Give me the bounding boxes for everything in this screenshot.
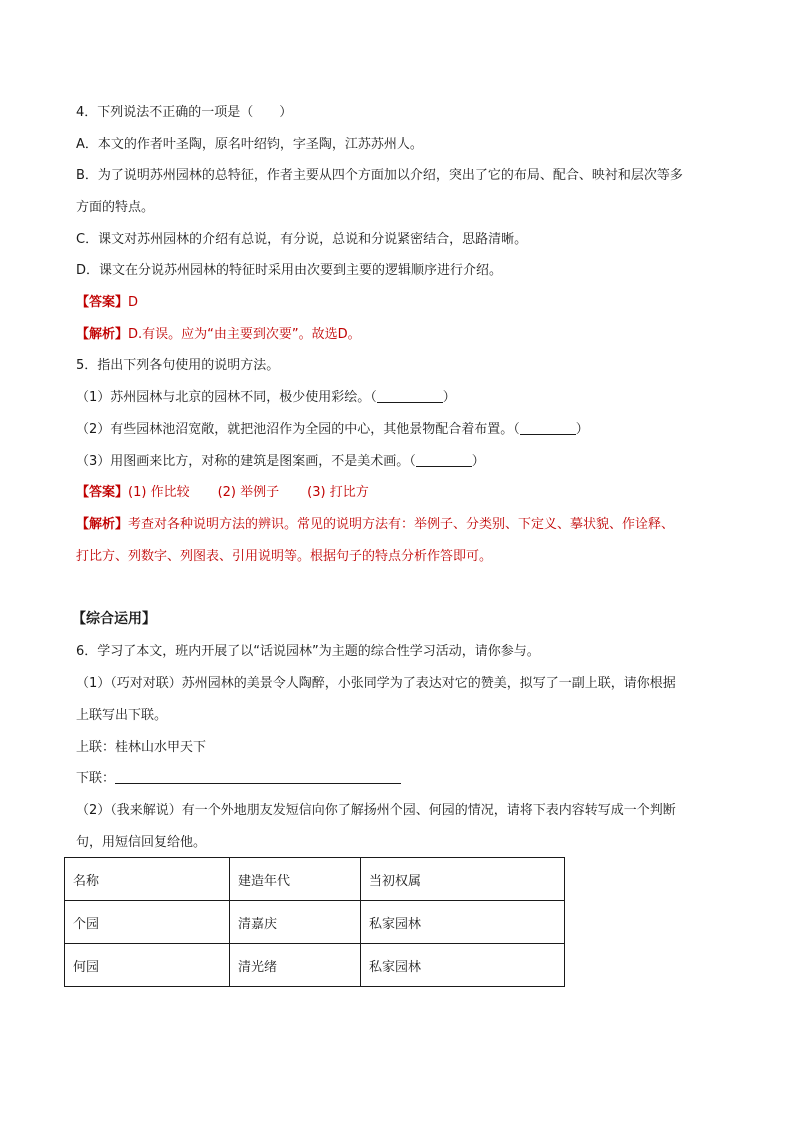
q5-item-close: ） xyxy=(471,454,485,469)
q4-option-d: D．课文在分说苏州园林的特征时采用由次要到主要的逻辑顺序进行介绍。 xyxy=(76,263,503,278)
q5-item-2 xyxy=(76,421,589,439)
lower-couplet-blank[interactable] xyxy=(115,770,401,784)
q4-option-a: A．本文的作者叶圣陶，原名叶绍钧，字圣陶，江苏苏州人。 xyxy=(76,137,423,152)
q4-answer xyxy=(76,294,138,312)
q4-option-b-cont: 方面的特点。 xyxy=(76,200,155,215)
table-cell: 私家园林 xyxy=(361,944,565,987)
analysis-label: 【解析】 xyxy=(76,327,129,342)
table-cell: 何园 xyxy=(65,944,230,987)
garden-info-table xyxy=(64,857,565,987)
table-cell: 清嘉庆 xyxy=(230,901,361,944)
q5-analysis-cont: 打比方、列数字、列图表、引用说明等。根据句子的特点分析作答即可。 xyxy=(76,549,493,564)
q4-option-c: C．课文对苏州园林的介绍有总说，有分说，总说和分说紧密结合，思路清晰。 xyxy=(76,232,528,247)
analysis-text: D.有误。应为“由主要到次要”。故选D。 xyxy=(128,327,361,342)
answer-blank[interactable] xyxy=(520,421,576,435)
q5-item-close: ） xyxy=(575,422,589,437)
table-header-cell: 名称 xyxy=(65,858,230,901)
q5-item-3 xyxy=(76,453,485,471)
q5-item-1 xyxy=(76,389,456,407)
q5-item-text: （3）用图画来比方，对称的建筑是图案画，不是美术画。（ xyxy=(76,454,416,469)
table-cell: 个园 xyxy=(65,901,230,944)
lower-couplet xyxy=(76,770,401,788)
answer-label: 【答案】 xyxy=(76,485,129,500)
table-row xyxy=(65,901,565,944)
q4-option-b: B．为了说明苏州园林的总特征，作者主要从四个方面加以介绍，突出了它的布局、配合、映衬和层次等多 xyxy=(76,168,683,183)
q6-stem: 6．学习了本文，班内开展了以“话说园林”为主题的综合性学习活动，请你参与。 xyxy=(76,644,540,659)
q6-part2-line1: （2）（我来解说）有一个外地朋友发短信向你了解扬州个园、何园的情况，请将下表内容转写成一个判断 xyxy=(76,803,676,818)
q5-stem: 5．指出下列各句使用的说明方法。 xyxy=(76,358,280,373)
table-header-cell: 建造年代 xyxy=(230,858,361,901)
q5-analysis xyxy=(76,516,674,534)
upper-couplet: 上联：桂林山水甲天下 xyxy=(76,740,207,755)
q6-part1-line2: 上联写出下联。 xyxy=(76,708,168,723)
answer-blank[interactable] xyxy=(416,453,472,467)
table-header-cell: 当初权属 xyxy=(361,858,565,901)
q5-answer xyxy=(76,484,369,502)
q6-part1-line1: （1）（巧对对联）苏州园林的美景令人陶醉，小张同学为了表达对它的赞美，拟写了一副上联，请你根据 xyxy=(76,676,676,691)
q5-item-close: ） xyxy=(442,390,456,405)
q5-item-text: （2）有些园林池沼宽敞，就把池沼作为全园的中心，其他景物配合着布置。（ xyxy=(76,422,520,437)
table-row xyxy=(65,944,565,987)
answer-value: D xyxy=(128,295,139,310)
q5-item-text: （1）苏州园林与北京的园林不同，极少使用彩绘。（ xyxy=(76,390,377,405)
q4-analysis xyxy=(76,326,361,344)
answer-blank[interactable] xyxy=(377,389,443,403)
q6-part2-line2: 句，用短信回复给他。 xyxy=(76,835,207,850)
section-title: 【综合运用】 xyxy=(72,611,156,627)
table-header-row xyxy=(65,858,565,901)
analysis-text: 考查对各种说明方法的辨识。常见的说明方法有：举例子、分类别、下定义、摹状貌、作诠释、 xyxy=(128,517,675,532)
answer-value: (1) 作比较 xyxy=(128,485,190,500)
analysis-label: 【解析】 xyxy=(76,517,129,532)
answer-label: 【答案】 xyxy=(76,295,129,310)
table-cell: 私家园林 xyxy=(361,901,565,944)
table-cell: 清光绪 xyxy=(230,944,361,987)
q4-stem: 4．下列说法不正确的一项是（ ） xyxy=(76,105,293,120)
answer-value: (2) 举例子 xyxy=(217,485,280,500)
answer-value: (3) 打比方 xyxy=(307,485,369,500)
lower-couplet-label: 下联： xyxy=(76,771,116,786)
